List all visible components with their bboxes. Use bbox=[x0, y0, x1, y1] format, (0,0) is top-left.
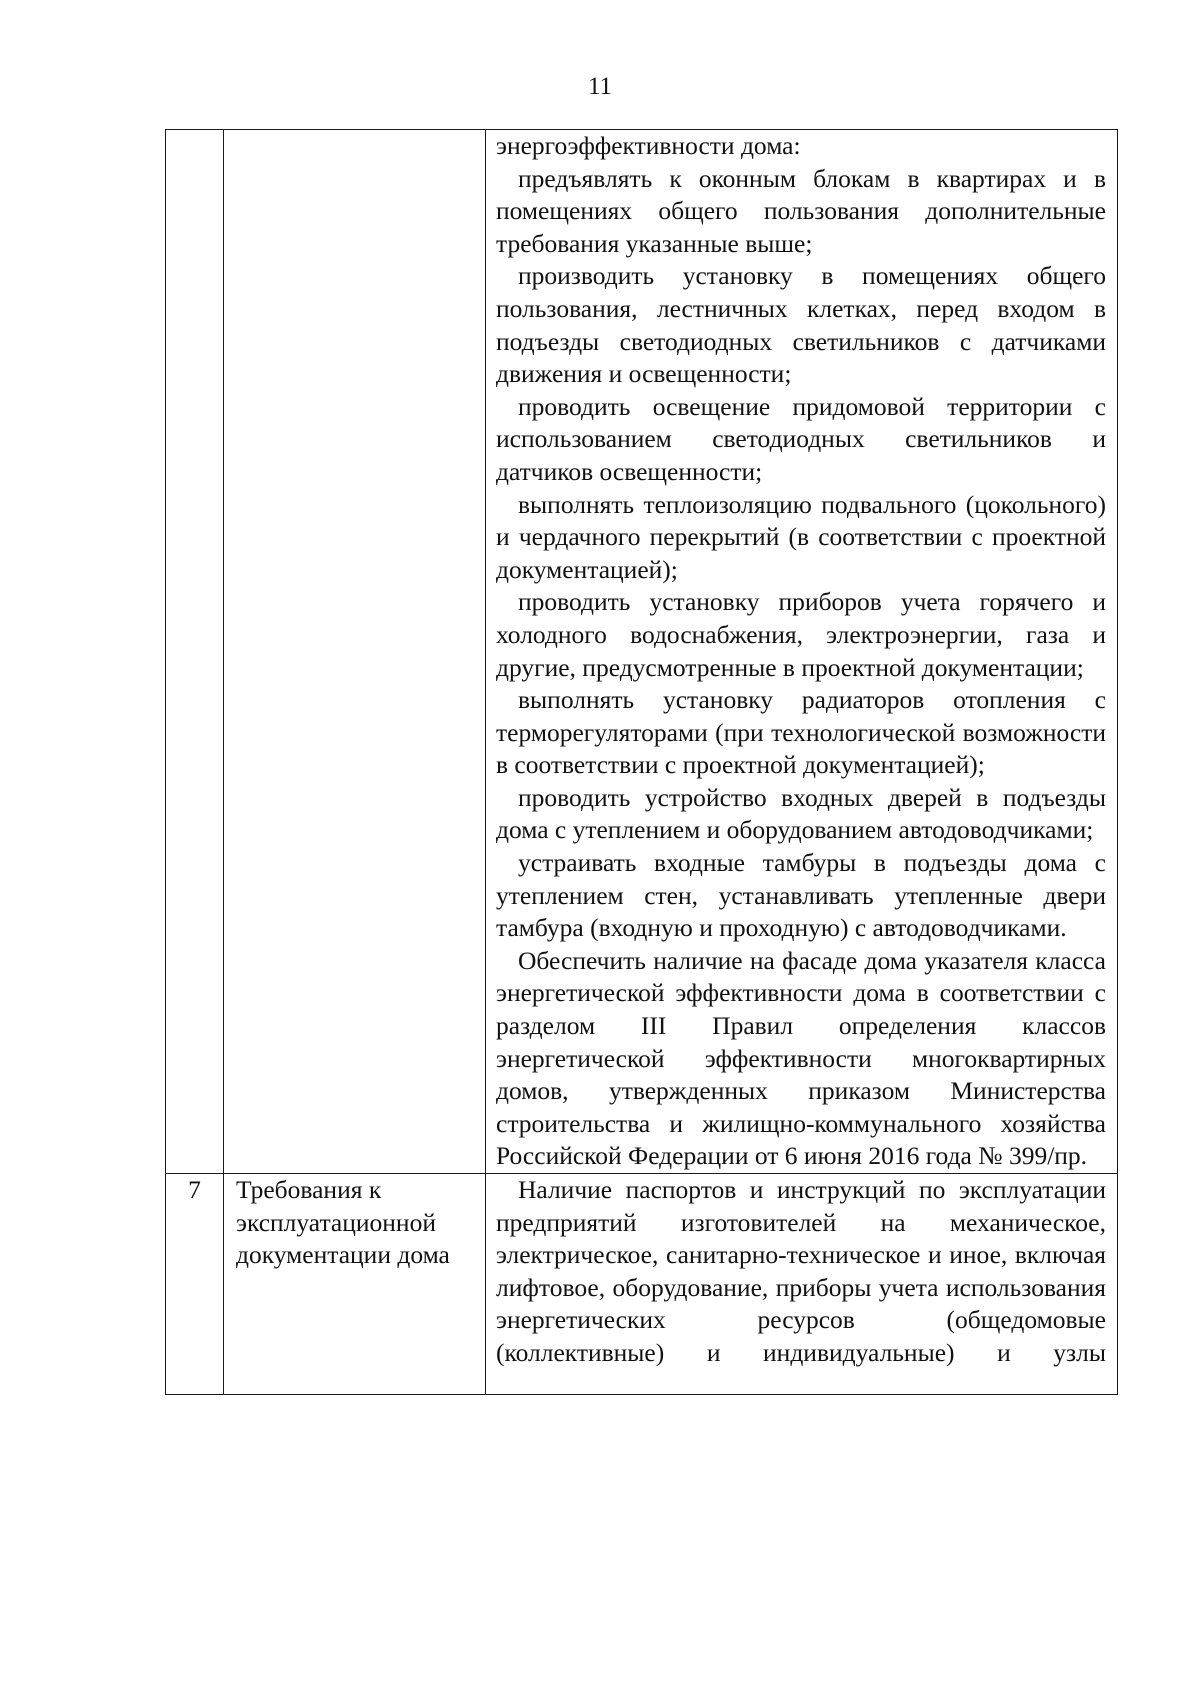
paragraph: проводить освещение придомовой территории с использованием светодиодных светильников и датчиков освещенности; bbox=[496, 391, 1106, 486]
paragraph: выполнять теплоизоляцию подвального (цокольного) и чердачного перекрытий (в соответствии с проектной документацией); bbox=[496, 489, 1106, 584]
paragraph: Наличие паспортов и инструкций по эксплуатации предприятий изготовителей на механическое, электрическое, санитарно-техническое и иное, включая лифтовое, оборудование, приборы учета использования энергетических ресурсов (общедомовые (коллективные) и индивидуальные) и узлы bbox=[496, 1175, 1106, 1367]
table-row-7 bbox=[166, 1174, 1118, 1395]
paragraph: энергоэффективности дома: bbox=[496, 131, 801, 160]
requirement-name-cell bbox=[224, 130, 486, 1174]
requirement-name-cell: Требования к эксплуатационной документации дома bbox=[224, 1174, 486, 1395]
requirement-text-cell bbox=[486, 1174, 1118, 1395]
table-row-continued bbox=[166, 130, 1118, 1174]
row-number-cell: 7 bbox=[166, 1174, 224, 1395]
requirement-text-cell bbox=[486, 130, 1118, 1174]
paragraph: предъявлять к оконным блокам в квартирах и в помещениях общего пользования дополнительные требования указанные выше; bbox=[496, 163, 1106, 258]
paragraph: устраивать входные тамбуры в подъезды дома с утеплением стен, устанавливать утепленные двери тамбура (входную и проходную) с автодоводчиками. bbox=[496, 848, 1106, 943]
paragraph: производить установку в помещениях общего пользования, лестничных клетках, перед входом в подъезды светодиодных светильников с датчиками движения и освещенности; bbox=[496, 261, 1106, 389]
requirements-table bbox=[165, 129, 1118, 1395]
paragraph: Обеспечить наличие на фасаде дома указателя класса энергетической эффективности дома в соответствии с разделом III Правил определения классов энергетической эффективности многоквартирных домов, утвержденных приказом Министерства строительства и жилищно-коммунального хозяйства Российской Федерации от 6 июня 2016 года № 399/пр. bbox=[496, 945, 1106, 1171]
row-number-cell bbox=[166, 130, 224, 1174]
paragraph: выполнять установку радиаторов отопления с терморегуляторами (при технологической возможности в соответствии с проектной документацией); bbox=[496, 685, 1106, 780]
paragraph: проводить устройство входных дверей в подъезды дома с утеплением и оборудованием автодоводчиками; bbox=[496, 782, 1106, 845]
paragraph: проводить установку приборов учета горячего и холодного водоснабжения, электроэнергии, газа и другие, предусмотренные в проектной документации; bbox=[496, 587, 1106, 682]
page-number: 11 bbox=[587, 73, 613, 100]
